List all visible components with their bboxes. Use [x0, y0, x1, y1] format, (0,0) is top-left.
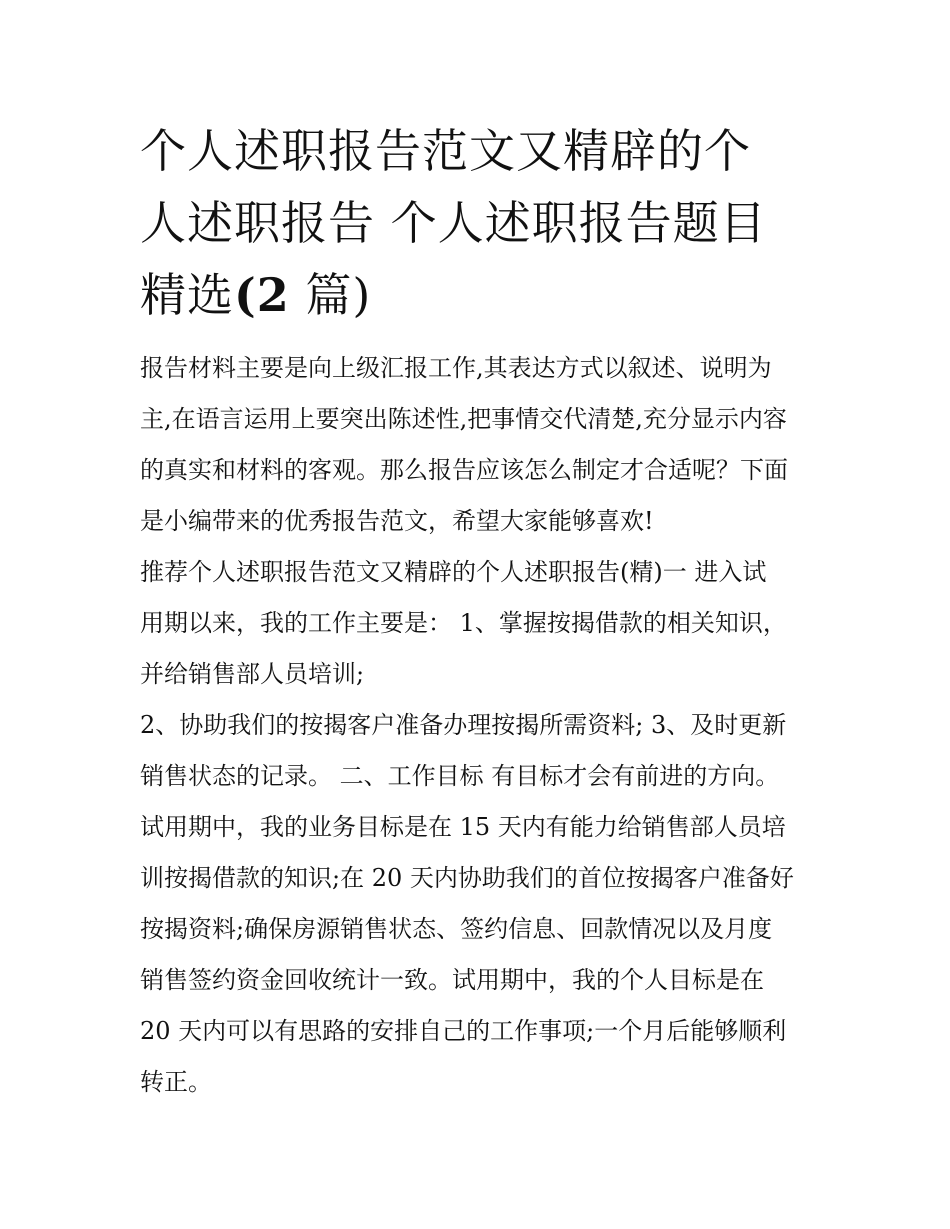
- text-line: 的真实和材料的客观。那么报告应该怎么制定才合适呢？下面: [140, 456, 788, 484]
- document-page: [140, 115, 820, 1108]
- title-line: 个人述职报告范文又精辟的个: [140, 124, 751, 178]
- title-prefix: 精选: [140, 268, 234, 322]
- intro-paragraph: [140, 343, 820, 547]
- document-title: [140, 115, 820, 331]
- title-suffix: 篇): [289, 268, 372, 322]
- text-line: 报告材料主要是向上级汇报工作,其表达方式以叙述、说明为: [140, 354, 772, 382]
- text-line: 试用期中，我的业务目标是在 15 天内有能力给销售部人员培: [140, 813, 786, 841]
- title-line: [140, 259, 820, 331]
- section-two-paragraph: [140, 700, 820, 1108]
- title-line: 人述职报告 个人述职报告题目: [140, 196, 767, 250]
- text-line: 主,在语言运用上要突出陈述性,把事情交代清楚,充分显示内容: [140, 405, 787, 433]
- text-line: 并给销售部人员培训;: [140, 660, 365, 688]
- text-line: 销售状态的记录。 二、工作目标 有目标才会有前进的方向。: [140, 762, 780, 790]
- text-line: 训按揭借款的知识;在 20 天内协助我们的首位按揭客户准备好: [140, 864, 794, 892]
- title-number: (2: [234, 268, 290, 322]
- text-line: 20 天内可以有思路的安排自己的工作事项;一个月后能够顺利: [140, 1017, 787, 1045]
- text-line: 销售签约资金回收统计一致。试用期中，我的个人目标是在: [140, 966, 764, 994]
- text-line: 按揭资料;确保房源销售状态、签约信息、回款情况以及月度: [140, 915, 773, 943]
- section-one-paragraph: [140, 547, 820, 700]
- text-line: 2、协助我们的按揭客户准备办理按揭所需资料; 3、及时更新: [140, 711, 787, 739]
- text-line: 转正。: [140, 1068, 212, 1096]
- text-line: 用期以来，我的工作主要是： 1、掌握按揭借款的相关知识，: [140, 609, 787, 637]
- text-line: 是小编带来的优秀报告范文，希望大家能够喜欢!: [140, 507, 654, 535]
- text-line: 推荐个人述职报告范文又精辟的个人述职报告(精)一 进入试: [140, 558, 767, 586]
